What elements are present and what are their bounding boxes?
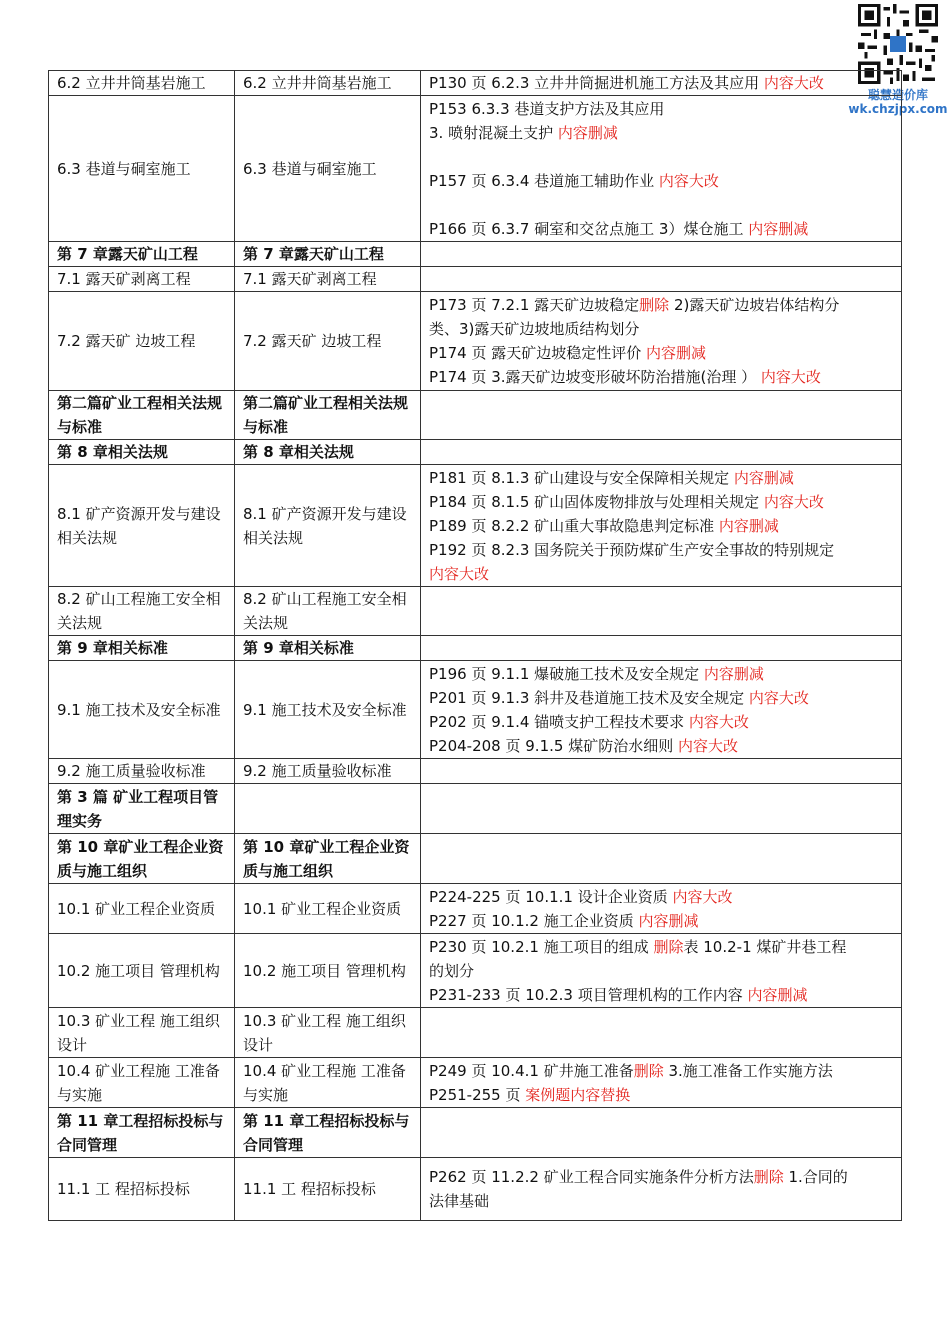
table-row [49,1108,902,1158]
note-text: P201 页 9.1.3 斜井及巷道施工技术及安全规定 [429,688,749,707]
table-row [49,784,902,834]
old-chapter-cell: 7.1 露天矿剥离工程 [49,267,235,292]
change-status-label: 内容大改 [677,736,738,755]
change-status-label: 内容大改 [672,887,733,906]
note-text: P174 页 3.露天矿边坡变形破坏防治措施(治理 ） [429,368,761,386]
note-line [429,217,893,241]
change-notes-cell [421,834,902,884]
note-text: 3. 喷射混凝土支护 [429,123,558,142]
old-chapter-cell: 10.1 矿业工程企业资质 [49,884,235,934]
old-chapter-cell: 第 9 章相关标准 [49,636,235,661]
new-chapter-cell: 8.2 矿山工程施工安全相关法规 [235,587,421,636]
new-chapter-cell: 6.3 巷道与硐室施工 [235,96,421,242]
table-row [49,440,902,465]
note-line [429,490,893,514]
old-chapter-cell: 6.3 巷道与硐室施工 [49,96,235,242]
change-notes-cell [421,636,902,661]
change-notes-cell [421,465,902,587]
note-text: 2)露天矿边坡岩体结构分 [669,296,840,314]
table-row [49,96,902,242]
change-status-label: 内容删减 [733,468,794,487]
change-notes-cell [421,292,902,391]
watermark-site-name: 聪慧造价库 [867,88,928,102]
change-status-label: 内容大改 [658,171,719,190]
table-row [49,242,902,267]
note-line [429,97,893,121]
note-text: P166 页 6.3.7 硐室和交岔点施工 3）煤仓施工 [429,219,749,238]
old-chapter-cell: 第 8 章相关法规 [49,440,235,465]
change-status-label: 删除 [653,937,684,956]
change-notes-cell [421,1108,902,1158]
new-chapter-cell: 6.2 立井井筒基岩施工 [235,71,421,96]
note-text: P157 页 6.3.4 巷道施工辅助作业 [429,171,659,190]
new-chapter-cell: 第 8 章相关法规 [235,440,421,465]
change-status-label: 删除 [753,1168,784,1186]
table-row [49,934,902,1008]
new-chapter-cell: 11.1 工 程招标投标 [235,1158,421,1221]
note-line [429,365,893,389]
change-notes-cell [421,759,902,784]
note-text: P227 页 10.1.2 施工企业资质 [429,911,639,930]
note-text: 法律基础 [429,1192,490,1210]
note-text: P202 页 9.1.4 锚喷支护工程技术要求 [429,712,689,731]
note-text: P174 页 露天矿边坡稳定性评价 [429,344,646,362]
note-text: P196 页 9.1.1 爆破施工技术及安全规定 [429,664,704,683]
note-text: P230 页 10.2.1 施工项目的组成 [429,937,654,956]
note-line [429,169,893,193]
change-notes-cell [421,784,902,834]
note-text: P251-255 页 [429,1085,526,1104]
change-status-label: 内容删减 [703,664,764,683]
change-status-label: 删除 [639,296,670,314]
watermark-url: wk.chzjpx.com [848,102,948,116]
note-text: 表 10.2-1 煤矿井巷工程 [683,937,847,956]
blank-line [429,193,893,217]
changes-table [48,70,902,1221]
change-status-label: 删除 [633,1061,664,1080]
new-chapter-cell: 9.1 施工技术及安全标准 [235,661,421,759]
note-text: P192 页 8.2.3 国务院关于预防煤矿生产安全事故的特别规定 [429,540,835,559]
note-line [429,710,893,734]
change-status-label: 内容删减 [748,219,809,238]
change-notes-cell [421,587,902,636]
change-status-label: 内容大改 [760,368,821,386]
change-notes-cell [421,242,902,267]
change-notes-cell [421,267,902,292]
change-status-label: 内容大改 [748,688,809,707]
table-body [49,71,902,1221]
old-chapter-cell: 第 11 章工程招标投标与合同管理 [49,1108,235,1158]
table-row [49,1058,902,1108]
table-row [49,587,902,636]
note-line [429,1189,893,1213]
change-notes-cell [421,391,902,440]
note-line [429,71,893,95]
note-line [429,121,893,145]
note-text: P181 页 8.1.3 矿山建设与安全保障相关规定 [429,468,734,487]
note-line [429,293,893,317]
old-chapter-cell: 8.2 矿山工程施工安全相关法规 [49,587,235,636]
old-chapter-cell: 8.1 矿产资源开发与建设相关法规 [49,465,235,587]
note-text: P231-233 页 10.2.3 项目管理机构的工作内容 [429,985,748,1004]
change-status-label: 案例题内容替换 [525,1085,631,1104]
old-chapter-cell: 9.2 施工质量验收标准 [49,759,235,784]
note-line [429,514,893,538]
note-line [429,662,893,686]
note-line [429,959,893,983]
table-row [49,636,902,661]
change-notes-cell [421,96,902,242]
old-chapter-cell: 第 3 篇 矿业工程项目管理实务 [49,784,235,834]
old-chapter-cell: 10.2 施工项目 管理机构 [49,934,235,1008]
table-row [49,661,902,759]
change-status-label: 内容删减 [747,985,808,1004]
table-row [49,834,902,884]
note-line [429,734,893,758]
old-chapter-cell: 6.2 立井井筒基岩施工 [49,71,235,96]
table-row [49,267,902,292]
change-status-label: 内容大改 [763,74,824,92]
old-chapter-cell: 10.3 矿业工程 施工组织设计 [49,1008,235,1058]
table-row [49,884,902,934]
change-status-label: 内容大改 [763,492,824,511]
new-chapter-cell: 第 9 章相关标准 [235,636,421,661]
note-text: P173 页 7.2.1 露天矿边坡稳定 [429,296,640,314]
table-row [49,391,902,440]
note-line [429,562,893,586]
change-notes-cell [421,1158,902,1221]
note-line [429,538,893,562]
new-chapter-cell: 10.4 矿业工程施 工准备与实施 [235,1058,421,1108]
note-text: P224-225 页 10.1.1 设计企业资质 [429,887,673,906]
new-chapter-cell: 10.3 矿业工程 施工组织设计 [235,1008,421,1058]
change-notes-cell [421,1058,902,1108]
new-chapter-cell: 第 11 章工程招标投标与合同管理 [235,1108,421,1158]
change-notes-cell [421,1008,902,1058]
change-notes-cell [421,884,902,934]
change-status-label: 内容大改 [688,712,749,731]
note-line [429,1165,893,1189]
new-chapter-cell: 8.1 矿产资源开发与建设相关法规 [235,465,421,587]
change-status-label: 内容删减 [645,344,706,362]
note-line [429,1059,893,1083]
new-chapter-cell: 第 10 章矿业工程企业资质与施工组织 [235,834,421,884]
new-chapter-cell: 9.2 施工质量验收标准 [235,759,421,784]
table-row [49,1008,902,1058]
new-chapter-cell: 第 7 章露天矿山工程 [235,242,421,267]
table-row [49,292,902,391]
note-line [429,885,893,909]
change-notes-cell [421,440,902,465]
new-chapter-cell [235,784,421,834]
new-chapter-cell: 7.2 露天矿 边坡工程 [235,292,421,391]
old-chapter-cell: 第 7 章露天矿山工程 [49,242,235,267]
new-chapter-cell: 10.1 矿业工程企业资质 [235,884,421,934]
new-chapter-cell: 10.2 施工项目 管理机构 [235,934,421,1008]
old-chapter-cell: 第二篇矿业工程相关法规与标准 [49,391,235,440]
note-text: P262 页 11.2.2 矿业工程合同实施条件分析方法 [429,1168,754,1186]
table-row [49,759,902,784]
note-text: 3.施工准备工作实施方法 [663,1061,833,1080]
note-line [429,909,893,933]
note-text: P130 页 6.2.3 立井井筒掘进机施工方法及其应用 [429,74,764,92]
change-status-label: 内容大改 [429,564,490,583]
old-chapter-cell: 第 10 章矿业工程企业资质与施工组织 [49,834,235,884]
change-notes-cell [421,661,902,759]
note-text: P189 页 8.2.2 矿山重大事故隐患判定标准 [429,516,719,535]
change-status-label: 内容删减 [557,123,618,142]
note-text: P184 页 8.1.5 矿山固体废物排放与处理相关规定 [429,492,764,511]
change-status-label: 内容删减 [638,911,699,930]
note-line [429,983,893,1007]
old-chapter-cell: 10.4 矿业工程施 工准备与实施 [49,1058,235,1108]
table-row [49,1158,902,1221]
note-line [429,935,893,959]
change-status-label: 内容删减 [718,516,779,535]
note-line [429,466,893,490]
note-text: 的划分 [429,961,475,980]
note-text: P204-208 页 9.1.5 煤矿防治水细则 [429,736,678,755]
note-text: 类、3)露天矿边坡地质结构划分 [429,320,640,338]
note-text: 1.合同的 [783,1168,848,1186]
note-line [429,341,893,365]
new-chapter-cell: 第二篇矿业工程相关法规与标准 [235,391,421,440]
blank-line [429,145,893,169]
new-chapter-cell: 7.1 露天矿剥离工程 [235,267,421,292]
note-line [429,686,893,710]
note-line [429,317,893,341]
note-line [429,1083,893,1107]
change-notes-cell [421,934,902,1008]
table-row [49,465,902,587]
old-chapter-cell: 11.1 工 程招标投标 [49,1158,235,1221]
note-text: P249 页 10.4.1 矿井施工准备 [429,1061,634,1080]
old-chapter-cell: 9.1 施工技术及安全标准 [49,661,235,759]
note-text: P153 6.3.3 巷道支护方法及其应用 [429,99,665,118]
change-notes-cell [421,71,902,96]
old-chapter-cell: 7.2 露天矿 边坡工程 [49,292,235,391]
table-row [49,71,902,96]
